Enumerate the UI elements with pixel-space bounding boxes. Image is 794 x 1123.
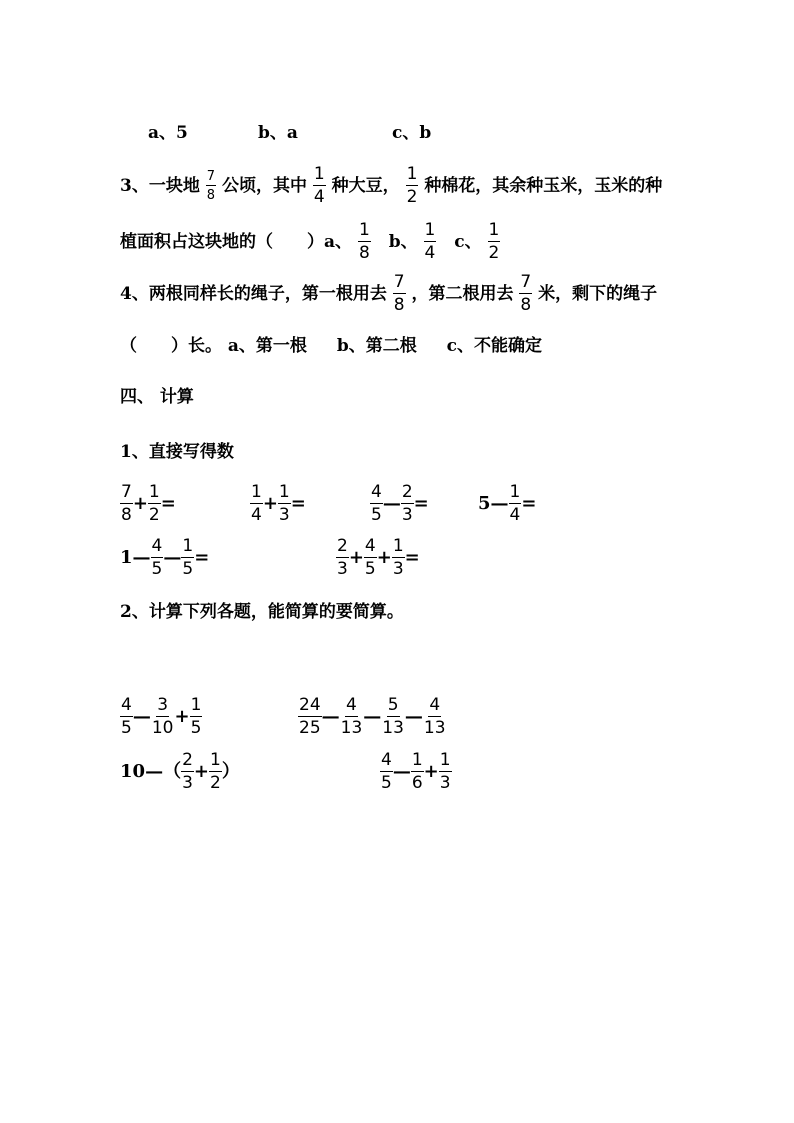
- operator: —: [363, 706, 382, 727]
- equals-sign: =: [290, 493, 306, 514]
- numerator: 1: [209, 750, 221, 770]
- q3-line2: [120, 222, 500, 262]
- equals-sign: =: [160, 493, 176, 514]
- denominator: 25: [299, 718, 321, 738]
- q4-line1: [120, 274, 657, 314]
- q3-mid1: 种大豆，: [331, 175, 400, 196]
- fraction: [380, 752, 393, 792]
- equals-sign: =: [413, 493, 429, 514]
- q3-mid2: 种棉花，其余种玉米，玉米的种: [424, 175, 663, 196]
- part2-title: 2、计算下列各题，能简算的要简算。: [120, 602, 404, 622]
- numerator: 1: [392, 536, 404, 556]
- q4-paren: （ ）长。: [120, 336, 222, 356]
- numerator: 1: [278, 482, 290, 502]
- denominator: 5: [371, 505, 382, 525]
- fraction: [411, 752, 424, 792]
- part2-expr-4: [380, 752, 452, 792]
- q3-prefix: 3、一块地: [120, 175, 200, 196]
- denominator: 5: [364, 559, 376, 579]
- numerator: 24: [299, 695, 321, 715]
- numerator: 5: [387, 695, 399, 715]
- operator: —: [132, 706, 151, 727]
- fraction: [209, 752, 222, 792]
- equals-sign: =: [194, 547, 210, 568]
- operator: +: [193, 761, 209, 782]
- denominator: 8: [121, 505, 132, 525]
- left-paren: （: [163, 761, 182, 782]
- part1-expr-5: [120, 538, 209, 578]
- denominator: 8: [358, 243, 370, 263]
- operator: —: [145, 761, 164, 782]
- numerator: 1: [313, 164, 325, 184]
- denominator: 5: [190, 718, 202, 738]
- fraction: [439, 752, 452, 792]
- q4-option-a: a、第一根: [227, 336, 307, 356]
- q3-line1: [120, 166, 662, 206]
- numerator: 7: [206, 169, 216, 184]
- numerator: 4: [364, 536, 376, 556]
- fraction: [298, 697, 322, 737]
- denominator: 4: [509, 505, 521, 525]
- equals-sign: =: [521, 493, 537, 514]
- fraction: [340, 697, 364, 737]
- denominator: 3: [392, 559, 404, 579]
- q2-option-c: c、b: [392, 123, 432, 143]
- denominator: 5: [121, 718, 132, 738]
- operator: +: [132, 493, 148, 514]
- fraction: [519, 274, 532, 314]
- part2-expr-2: [298, 697, 447, 737]
- fraction: [250, 484, 263, 524]
- denominator: 5: [151, 559, 163, 579]
- fraction: [181, 538, 194, 578]
- denominator: 4: [251, 505, 262, 525]
- q4-option-c: c、不能确定: [446, 336, 543, 356]
- denominator: 13: [340, 718, 363, 738]
- denominator: 8: [393, 295, 405, 315]
- numerator: 1: [148, 482, 160, 502]
- fraction: [406, 166, 419, 206]
- whole-number: 1: [120, 547, 133, 568]
- fraction: [509, 484, 522, 524]
- fraction: [151, 538, 164, 578]
- operator: —: [404, 706, 423, 727]
- fraction: [148, 484, 161, 524]
- fraction: [424, 222, 437, 262]
- q3-option-b-label: b、: [388, 231, 418, 252]
- numerator: 4: [121, 695, 132, 715]
- part1-expr-6: [336, 538, 420, 578]
- part1-expr-3: [370, 484, 429, 524]
- part2-expr-1: [120, 697, 202, 737]
- numerator: 4: [381, 750, 392, 770]
- denominator: 3: [439, 773, 451, 793]
- numerator: 4: [151, 536, 163, 556]
- fraction: [381, 697, 405, 737]
- q3-unit: 公顷，其中: [221, 175, 307, 196]
- denominator: 8: [206, 188, 216, 203]
- denominator: 2: [209, 773, 221, 793]
- q2-option-a: a、5: [148, 123, 188, 143]
- operator: —: [132, 547, 151, 568]
- operator: +: [174, 706, 190, 727]
- numerator: 2: [182, 750, 193, 770]
- numerator: 2: [401, 482, 413, 502]
- q4-prefix: 4、两根同样长的绳子，第一根用去: [120, 283, 387, 304]
- q4-suffix: 米，剩下的绳子: [538, 283, 658, 304]
- numerator: 1: [424, 220, 436, 240]
- denominator: 4: [424, 243, 436, 263]
- equals-sign: =: [404, 547, 420, 568]
- fraction: [336, 538, 349, 578]
- numerator: 7: [393, 272, 405, 292]
- fraction: [358, 222, 371, 262]
- denominator: 3: [337, 559, 348, 579]
- denominator: 2: [148, 505, 160, 525]
- denominator: 3: [278, 505, 290, 525]
- numerator: 1: [439, 750, 451, 770]
- whole-number: 5: [478, 493, 491, 514]
- fraction: [313, 166, 326, 206]
- fraction: [401, 484, 414, 524]
- q3-line2-prefix: 植面积占这块地的（ ）a、: [120, 231, 353, 252]
- section-heading: 四、 计算: [120, 387, 194, 407]
- denominator: 5: [182, 559, 194, 579]
- denominator: 3: [401, 505, 413, 525]
- q4-option-b: b、第二根: [336, 336, 417, 356]
- fraction: [393, 274, 406, 314]
- q2-option-b: b、a: [258, 123, 298, 143]
- fraction: [190, 697, 203, 737]
- denominator: 6: [411, 773, 423, 793]
- part1-expr-1: [120, 484, 176, 524]
- operator: —: [490, 493, 509, 514]
- fraction: [206, 170, 216, 202]
- numerator: 4: [346, 695, 357, 715]
- fraction: [120, 484, 133, 524]
- denominator: 2: [488, 243, 500, 263]
- fraction: [423, 697, 447, 737]
- part1-expr-4: [478, 484, 536, 524]
- denominator: 8: [520, 295, 532, 315]
- numerator: 1: [182, 536, 194, 556]
- denominator: 13: [382, 718, 404, 738]
- operator: —: [392, 761, 411, 782]
- fraction: [370, 484, 383, 524]
- operator: +: [376, 547, 392, 568]
- numerator: 7: [121, 482, 132, 502]
- denominator: 2: [406, 187, 418, 207]
- numerator: 4: [429, 695, 441, 715]
- whole-number: 10: [120, 761, 146, 782]
- q3-option-c-label: c、: [454, 231, 482, 252]
- fraction: [181, 752, 194, 792]
- denominator: 4: [313, 187, 325, 207]
- operator: +: [348, 547, 364, 568]
- operator: —: [163, 547, 182, 568]
- fraction: [392, 538, 405, 578]
- denominator: 3: [182, 773, 193, 793]
- operator: +: [423, 761, 439, 782]
- fraction: [364, 538, 377, 578]
- operator: —: [321, 706, 340, 727]
- numerator: 1: [488, 220, 500, 240]
- fraction: [488, 222, 501, 262]
- numerator: 1: [406, 164, 418, 184]
- numerator: 2: [337, 536, 348, 556]
- part2-expr-3: [120, 752, 240, 792]
- q4-mid: ，第二根用去: [411, 283, 514, 304]
- part1-expr-2: [250, 484, 306, 524]
- numerator: 1: [411, 750, 423, 770]
- denominator: 5: [381, 773, 392, 793]
- numerator: 1: [358, 220, 370, 240]
- denominator: 10: [151, 718, 174, 738]
- fraction: [278, 484, 291, 524]
- operator: +: [262, 493, 278, 514]
- numerator: 3: [157, 695, 169, 715]
- numerator: 4: [371, 482, 382, 502]
- q4-line2: [120, 338, 542, 355]
- part1-title: 1、直接写得数: [120, 442, 234, 462]
- denominator: 13: [423, 718, 446, 738]
- numerator: 7: [520, 272, 532, 292]
- fraction: [120, 697, 133, 737]
- right-paren: ）: [221, 761, 240, 782]
- fraction: [151, 697, 175, 737]
- numerator: 1: [190, 695, 202, 715]
- numerator: 1: [251, 482, 262, 502]
- numerator: 1: [509, 482, 521, 502]
- operator: —: [382, 493, 401, 514]
